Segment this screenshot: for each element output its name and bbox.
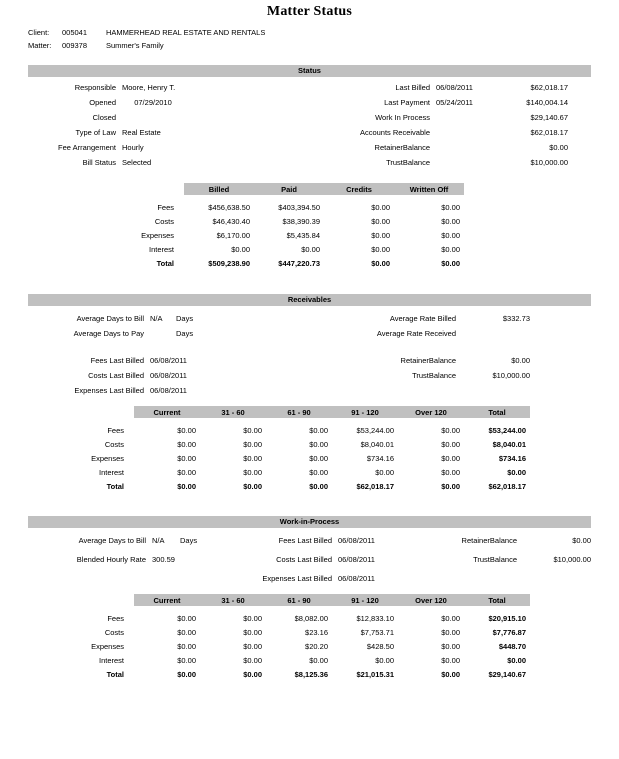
cell: $0.00 xyxy=(177,627,196,637)
table-row xyxy=(60,611,530,625)
table-header-row xyxy=(60,594,530,606)
table-row xyxy=(98,228,464,242)
row-label-total: Total xyxy=(156,258,174,268)
cell: $0.00 xyxy=(309,655,328,665)
cell: $428.50 xyxy=(366,641,394,651)
label: Average Days to Bill xyxy=(78,536,146,545)
section-header-status: Status xyxy=(28,65,591,77)
value: Real Estate xyxy=(122,128,161,137)
cell: $0.00 xyxy=(309,467,328,477)
status-right-column xyxy=(314,83,568,173)
spacer xyxy=(314,344,530,356)
row-label-total: Total xyxy=(106,669,124,679)
client-matter-header xyxy=(28,28,619,54)
label: Average Rate Received xyxy=(376,329,456,338)
wip-detail-area xyxy=(28,536,591,594)
cell: $0.00 xyxy=(371,230,390,240)
cell: $0.00 xyxy=(441,481,460,491)
table-header-row xyxy=(98,183,464,195)
label: Type of Law xyxy=(75,128,116,137)
value: 06/08/2011 xyxy=(338,574,375,583)
amount: $140,004.14 xyxy=(526,98,568,107)
label: RetainerBalance xyxy=(374,143,430,152)
receivables-detail-area xyxy=(28,314,591,406)
label: Blended Hourly Rate xyxy=(76,555,146,564)
column-header-91-120: 91 - 120 xyxy=(332,594,398,606)
label: Costs Last Billed xyxy=(276,555,332,564)
column-header-current: Current xyxy=(134,594,200,606)
label: Last Billed xyxy=(395,83,430,92)
value: Selected xyxy=(122,158,152,167)
cell: $0.00 xyxy=(441,613,460,623)
label: TrustBalance xyxy=(386,158,430,167)
row-label-header xyxy=(60,594,134,606)
row-label-interest: Interest xyxy=(98,655,124,665)
cell: $6,170.00 xyxy=(216,230,250,240)
status-detail-area xyxy=(28,83,591,183)
unit: Days xyxy=(180,536,198,545)
matter-number: 009378 xyxy=(62,41,88,50)
cell: $0.00 xyxy=(309,453,328,463)
value: 300.59 xyxy=(152,555,175,564)
cell: $0.00 xyxy=(441,425,460,435)
row-label-interest: Interest xyxy=(148,244,174,254)
wip-left-column xyxy=(28,536,228,574)
value: $0.00 xyxy=(511,356,530,365)
receivables-field-costs-last-billed xyxy=(28,371,236,386)
cell: $0.00 xyxy=(371,202,390,212)
amount: $62,018.17 xyxy=(530,128,568,137)
client-row xyxy=(28,28,619,41)
cell: $38,390.39 xyxy=(282,216,320,226)
label: Average Rate Billed xyxy=(389,314,456,323)
status-field-responsible xyxy=(28,83,242,98)
cell: $0.00 xyxy=(309,439,328,449)
cell: $8,125.36 xyxy=(294,669,328,679)
cell: $0.00 xyxy=(243,641,262,651)
section-header-receivables: Receivables xyxy=(28,294,591,306)
cell: $46,430.40 xyxy=(212,216,250,226)
value: $10,000.00 xyxy=(553,555,591,564)
matter-label: Matter: xyxy=(28,41,52,50)
wip-field-blended-hourly-rate xyxy=(28,555,228,574)
cell: $0.00 xyxy=(441,258,460,268)
amount: $10,000.00 xyxy=(530,158,568,167)
value: $0.00 xyxy=(572,536,591,545)
receivables-left-column xyxy=(28,314,236,401)
matter-status-report xyxy=(0,4,619,759)
cell-total: $734.16 xyxy=(498,453,526,463)
table-row xyxy=(60,465,530,479)
label: Accounts Receivable xyxy=(359,128,430,137)
client-name: HAMMERHEAD REAL ESTATE AND RENTALS xyxy=(106,28,266,37)
label: RetainerBalance xyxy=(400,356,456,365)
status-field-opened xyxy=(28,98,242,113)
value: 06/08/2011 xyxy=(150,356,187,365)
column-header-61-90: 61 - 90 xyxy=(266,406,332,418)
cell-total: $53,244.00 xyxy=(488,425,526,435)
row-label-expenses: Expenses xyxy=(91,453,124,463)
value: 06/08/2011 xyxy=(338,555,375,564)
label: RetainerBalance xyxy=(461,536,517,545)
column-header-over-120: Over 120 xyxy=(398,594,464,606)
column-header-total: Total xyxy=(464,406,530,418)
table-row xyxy=(60,451,530,465)
cell: $0.00 xyxy=(441,216,460,226)
cell-total: $448.70 xyxy=(498,641,526,651)
cell: $0.00 xyxy=(371,244,390,254)
wip-field-costs-last-billed xyxy=(228,555,398,574)
cell: $0.00 xyxy=(441,641,460,651)
cell: $0.00 xyxy=(177,669,196,679)
wip-field-retainer-balance xyxy=(423,536,591,555)
status-field-retainer-balance xyxy=(314,143,568,158)
column-header-total: Total xyxy=(464,594,530,606)
table-row xyxy=(98,214,464,228)
cell: $734.16 xyxy=(366,453,394,463)
table-total-row xyxy=(98,256,464,270)
value: N/A xyxy=(152,536,165,545)
cell-total: $0.00 xyxy=(507,467,526,477)
table-row xyxy=(60,639,530,653)
row-label-fees: Fees xyxy=(107,613,124,623)
label: Work In Process xyxy=(375,113,430,122)
wip-right-column xyxy=(423,536,591,574)
wip-middle-column xyxy=(228,536,398,593)
matter-row xyxy=(28,41,619,54)
cell: $0.00 xyxy=(441,202,460,212)
column-header-credits: Credits xyxy=(324,183,394,195)
cell: $8,082.00 xyxy=(294,613,328,623)
wip-field-fees-last-billed xyxy=(228,536,398,555)
column-header-91-120: 91 - 120 xyxy=(332,406,398,418)
matter-name: Summer's Family xyxy=(106,41,164,50)
cell: $0.00 xyxy=(243,627,262,637)
cell-total: $29,140.67 xyxy=(488,669,526,679)
row-label-expenses: Expenses xyxy=(141,230,174,240)
cell: $0.00 xyxy=(177,425,196,435)
column-header-31-60: 31 - 60 xyxy=(200,406,266,418)
cell: $21,015.31 xyxy=(356,669,394,679)
value: $10,000.00 xyxy=(492,371,530,380)
cell: $0.00 xyxy=(371,216,390,226)
value: Moore, Henry T. xyxy=(122,83,176,92)
status-field-closed xyxy=(28,113,242,128)
status-field-trust-balance xyxy=(314,158,568,173)
section-header-work-in-process: Work-in-Process xyxy=(28,516,591,528)
cell: $0.00 xyxy=(231,244,250,254)
label: Average Days to Bill xyxy=(76,314,144,323)
wip-field-average-days-to-bill xyxy=(28,536,228,555)
cell: $0.00 xyxy=(441,467,460,477)
date: 05/24/2011 xyxy=(436,98,473,107)
wip-field-expenses-last-billed xyxy=(228,574,398,593)
cell: $0.00 xyxy=(243,655,262,665)
cell: $0.00 xyxy=(177,481,196,491)
cell: $0.00 xyxy=(243,467,262,477)
cell: $7,753.71 xyxy=(360,627,394,637)
status-field-accounts-receivable xyxy=(314,128,568,143)
receivables-field-retainer-balance xyxy=(314,356,530,371)
amount: $0.00 xyxy=(549,143,568,152)
receivables-field-trust-balance xyxy=(314,371,530,386)
unit: Days xyxy=(176,329,194,338)
table-row xyxy=(60,423,530,437)
receivables-field-average-days-to-pay xyxy=(28,329,236,344)
wip-aging-table xyxy=(60,594,530,681)
value: 06/08/2011 xyxy=(338,536,375,545)
row-label-total: Total xyxy=(106,481,124,491)
column-header-current: Current xyxy=(134,406,200,418)
column-header-over-120: Over 120 xyxy=(398,406,464,418)
cell: $0.00 xyxy=(243,613,262,623)
billed-summary-table xyxy=(98,183,464,270)
cell: $0.00 xyxy=(441,230,460,240)
label: Last Payment xyxy=(384,98,430,107)
cell: $447,220.73 xyxy=(278,258,320,268)
cell: $0.00 xyxy=(309,481,328,491)
cell: $0.00 xyxy=(441,439,460,449)
cell: $0.00 xyxy=(177,439,196,449)
label: Expenses Last Billed xyxy=(262,574,332,583)
row-label-costs: Costs xyxy=(104,627,124,637)
status-field-bill-status xyxy=(28,158,242,173)
cell: $0.00 xyxy=(243,481,262,491)
receivables-field-average-days-to-bill xyxy=(28,314,236,329)
cell: $8,040.01 xyxy=(360,439,394,449)
cell: $0.00 xyxy=(243,425,262,435)
cell: $23.16 xyxy=(305,627,328,637)
wip-field-trust-balance xyxy=(423,555,591,574)
cell: $0.00 xyxy=(177,613,196,623)
cell-total: $20,915.10 xyxy=(488,613,526,623)
cell: $0.00 xyxy=(301,244,320,254)
column-header-31-60: 31 - 60 xyxy=(200,594,266,606)
cell: $20.20 xyxy=(305,641,328,651)
receivables-right-column xyxy=(314,314,530,386)
row-label-header xyxy=(60,406,134,418)
cell: $0.00 xyxy=(441,627,460,637)
status-field-last-payment xyxy=(314,98,568,113)
row-label-interest: Interest xyxy=(98,467,124,477)
table-row xyxy=(60,437,530,451)
label: Average Days to Pay xyxy=(73,329,144,338)
row-label-costs: Costs xyxy=(104,439,124,449)
date: 06/08/2011 xyxy=(436,83,473,92)
receivables-aging-table xyxy=(60,406,530,493)
cell: $0.00 xyxy=(243,453,262,463)
receivables-field-average-rate-billed xyxy=(314,314,530,329)
status-field-fee-arrangement xyxy=(28,143,242,158)
label: Responsible xyxy=(74,83,116,92)
cell-total: $0.00 xyxy=(507,655,526,665)
status-field-last-billed xyxy=(314,83,568,98)
cell: $0.00 xyxy=(177,655,196,665)
table-total-row xyxy=(60,479,530,493)
column-header-61-90: 61 - 90 xyxy=(266,594,332,606)
label: Fees Last Billed xyxy=(278,536,332,545)
cell: $5,435.84 xyxy=(286,230,320,240)
column-header-written-off: Written Off xyxy=(394,183,464,195)
spacer xyxy=(28,344,236,356)
value: 06/08/2011 xyxy=(150,371,187,380)
table-row xyxy=(98,200,464,214)
amount: $62,018.17 xyxy=(530,83,568,92)
cell: $0.00 xyxy=(441,244,460,254)
cell: $0.00 xyxy=(243,439,262,449)
row-label-fees: Fees xyxy=(157,202,174,212)
label: TrustBalance xyxy=(473,555,517,564)
status-left-column xyxy=(28,83,242,173)
cell: $0.00 xyxy=(243,669,262,679)
cell: $456,638.50 xyxy=(208,202,250,212)
cell: $403,394.50 xyxy=(278,202,320,212)
page-title: Matter Status xyxy=(266,4,353,19)
table-row xyxy=(60,625,530,639)
label: Fees Last Billed xyxy=(90,356,144,365)
table-total-row xyxy=(60,667,530,681)
table-header-row xyxy=(60,406,530,418)
cell-total: $62,018.17 xyxy=(488,481,526,491)
value: N/A xyxy=(150,314,163,323)
cell: $509,238.90 xyxy=(208,258,250,268)
row-label-fees: Fees xyxy=(107,425,124,435)
cell: $62,018.17 xyxy=(356,481,394,491)
label: TrustBalance xyxy=(412,371,456,380)
cell-total: $8,040.01 xyxy=(492,439,526,449)
cell: $0.00 xyxy=(375,467,394,477)
client-number: 005041 xyxy=(62,28,88,37)
cell: $12,833.10 xyxy=(356,613,394,623)
cell: $0.00 xyxy=(177,641,196,651)
label: Closed xyxy=(92,113,116,122)
row-label-costs: Costs xyxy=(154,216,174,226)
receivables-field-fees-last-billed xyxy=(28,356,236,371)
label: Bill Status xyxy=(82,158,116,167)
label: Opened xyxy=(89,98,116,107)
receivables-field-expenses-last-billed xyxy=(28,386,236,401)
client-label: Client: xyxy=(28,28,50,37)
value: 06/08/2011 xyxy=(150,386,187,395)
receivables-field-average-rate-received xyxy=(314,329,530,344)
cell: $0.00 xyxy=(441,669,460,679)
cell: $0.00 xyxy=(309,425,328,435)
amount: $29,140.67 xyxy=(530,113,568,122)
row-label-header xyxy=(98,183,184,195)
column-header-billed: Billed xyxy=(184,183,254,195)
cell-total: $7,776.87 xyxy=(492,627,526,637)
cell: $0.00 xyxy=(375,655,394,665)
table-row xyxy=(98,242,464,256)
column-header-paid: Paid xyxy=(254,183,324,195)
label: Costs Last Billed xyxy=(88,371,144,380)
cell: $0.00 xyxy=(371,258,390,268)
label: Expenses Last Billed xyxy=(74,386,144,395)
unit: Days xyxy=(176,314,194,323)
status-field-type-of-law xyxy=(28,128,242,143)
row-label-expenses: Expenses xyxy=(91,641,124,651)
value: Hourly xyxy=(122,143,144,152)
cell: $0.00 xyxy=(441,655,460,665)
cell: $53,244.00 xyxy=(356,425,394,435)
cell: $0.00 xyxy=(177,467,196,477)
label: Fee Arrangement xyxy=(58,143,116,152)
value: $332.73 xyxy=(502,314,530,323)
value: 07/29/2010 xyxy=(134,98,172,107)
table-row xyxy=(60,653,530,667)
cell: $0.00 xyxy=(177,453,196,463)
cell: $0.00 xyxy=(441,453,460,463)
status-field-work-in-process xyxy=(314,113,568,128)
